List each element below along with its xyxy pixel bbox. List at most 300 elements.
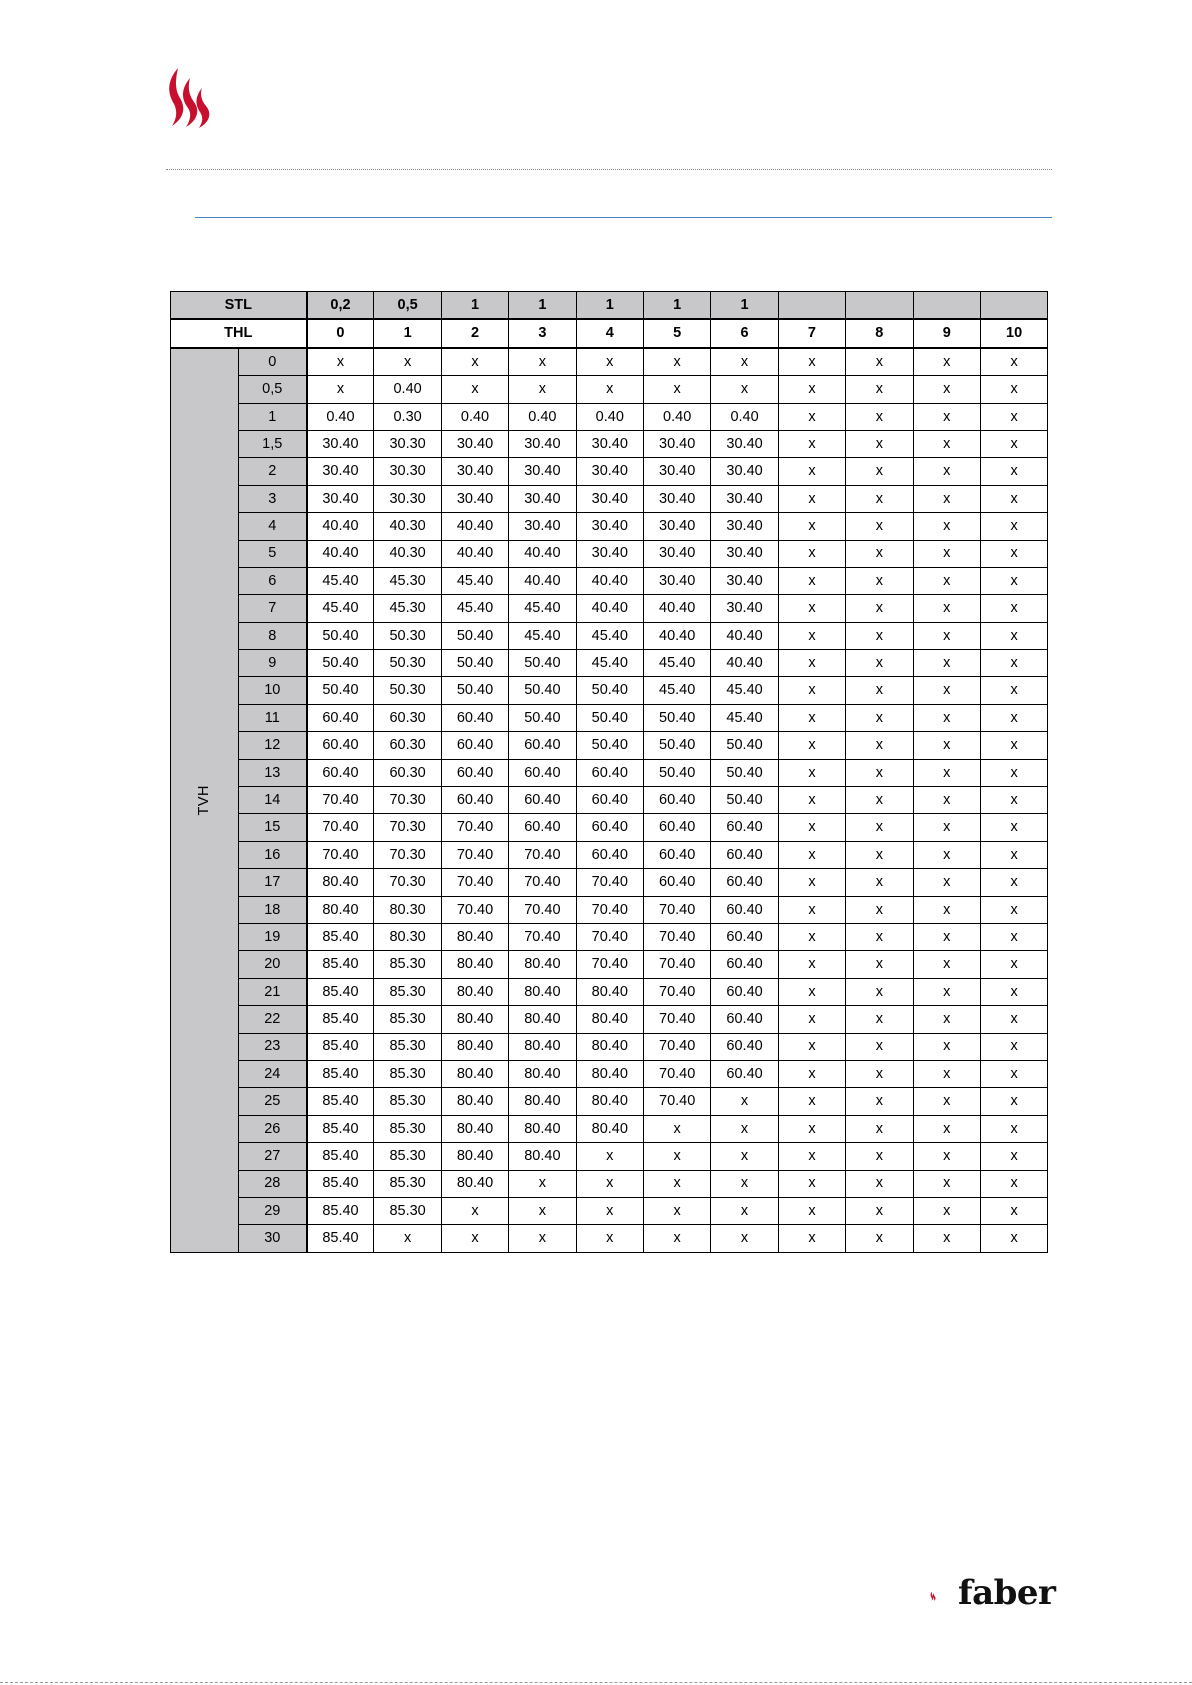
table-row: [171, 759, 1048, 786]
data-cell: 60.40: [711, 869, 778, 896]
row-label-cell: 18: [239, 896, 307, 923]
data-cell: 60.30: [374, 732, 441, 759]
data-cell: 50.40: [643, 704, 710, 731]
row-label-cell: 26: [239, 1115, 307, 1142]
data-cell: 80.40: [441, 1115, 508, 1142]
data-cell: 60.40: [711, 923, 778, 950]
table-row: [171, 787, 1048, 814]
data-cell: x: [778, 814, 845, 841]
data-cell: x: [778, 567, 845, 594]
data-cell: 0.40: [711, 403, 778, 430]
data-cell: x: [980, 759, 1047, 786]
data-cell: x: [441, 376, 508, 403]
data-cell: x: [778, 1033, 845, 1060]
data-cell: 70.40: [441, 896, 508, 923]
data-cell: 80.40: [441, 1170, 508, 1197]
data-cell: 80.40: [509, 1088, 576, 1115]
row-label-cell: 2: [239, 458, 307, 485]
data-cell: 60.40: [643, 787, 710, 814]
data-cell: x: [913, 622, 980, 649]
data-cell: x: [980, 622, 1047, 649]
data-cell: x: [846, 1060, 913, 1087]
data-cell: 50.40: [307, 622, 374, 649]
data-cell: x: [913, 978, 980, 1005]
data-cell: 45.40: [441, 567, 508, 594]
data-cell: x: [307, 348, 374, 376]
faber-wordmark: faber: [958, 1573, 1056, 1613]
data-cell: x: [778, 951, 845, 978]
data-cell: 70.40: [576, 951, 643, 978]
data-cell: 50.30: [374, 622, 441, 649]
data-cell: x: [980, 567, 1047, 594]
data-cell: 85.30: [374, 1170, 441, 1197]
data-cell: x: [980, 595, 1047, 622]
data-cell: 70.40: [441, 814, 508, 841]
data-cell: 70.40: [307, 814, 374, 841]
data-cell: 85.30: [374, 1143, 441, 1170]
table-row: [171, 458, 1048, 485]
table-row: [171, 704, 1048, 731]
row-label-cell: 7: [239, 595, 307, 622]
data-cell: 80.40: [441, 923, 508, 950]
row-label-cell: 22: [239, 1006, 307, 1033]
data-cell: 70.40: [643, 1033, 710, 1060]
table-row: [171, 430, 1048, 457]
table-row: [171, 841, 1048, 868]
data-cell: x: [846, 540, 913, 567]
data-cell: x: [846, 704, 913, 731]
data-cell: x: [778, 485, 845, 512]
stl-value-cell: [778, 292, 845, 320]
data-cell: x: [374, 348, 441, 376]
row-label-cell: 0,5: [239, 376, 307, 403]
data-cell: 30.40: [441, 485, 508, 512]
data-cell: x: [913, 1225, 980, 1252]
data-cell: 45.40: [576, 622, 643, 649]
data-cell: 50.40: [643, 732, 710, 759]
table-row: [171, 1033, 1048, 1060]
data-cell: 80.40: [509, 1006, 576, 1033]
data-cell: x: [711, 1143, 778, 1170]
data-cell: 60.40: [643, 869, 710, 896]
data-cell: 50.40: [509, 650, 576, 677]
table-row: [171, 978, 1048, 1005]
data-cell: 45.40: [307, 595, 374, 622]
data-cell: 50.40: [643, 759, 710, 786]
data-cell: 30.40: [643, 458, 710, 485]
flame-logo-icon: [164, 66, 214, 128]
data-cell: 80.40: [576, 978, 643, 1005]
thl-label: THL: [171, 319, 307, 347]
data-cell: 60.40: [711, 978, 778, 1005]
data-cell: 80.40: [509, 1060, 576, 1087]
data-cell: 70.40: [643, 923, 710, 950]
data-cell: 80.30: [374, 896, 441, 923]
data-cell: x: [980, 1197, 1047, 1224]
data-cell: 80.40: [441, 1088, 508, 1115]
data-cell: 70.40: [307, 787, 374, 814]
data-cell: 30.30: [374, 485, 441, 512]
data-cell: x: [913, 896, 980, 923]
data-cell: 0.40: [643, 403, 710, 430]
table-row: [171, 1225, 1048, 1252]
data-cell: x: [913, 1170, 980, 1197]
row-label-cell: 27: [239, 1143, 307, 1170]
data-cell: 30.30: [374, 458, 441, 485]
thl-value-cell: 8: [846, 319, 913, 347]
data-cell: x: [980, 1143, 1047, 1170]
data-cell: 85.30: [374, 1088, 441, 1115]
data-cell: x: [980, 869, 1047, 896]
data-cell: x: [913, 787, 980, 814]
data-cell: 60.40: [576, 814, 643, 841]
table-row: [171, 567, 1048, 594]
data-cell: x: [778, 923, 845, 950]
data-cell: 30.40: [643, 513, 710, 540]
data-cell: x: [980, 951, 1047, 978]
data-cell: 60.40: [711, 1060, 778, 1087]
data-cell: x: [441, 1197, 508, 1224]
data-cell: 50.40: [576, 677, 643, 704]
data-cell: x: [576, 376, 643, 403]
data-cell: x: [980, 1006, 1047, 1033]
data-cell: x: [711, 1088, 778, 1115]
data-cell: x: [980, 978, 1047, 1005]
data-cell: x: [913, 1006, 980, 1033]
data-cell: x: [374, 1225, 441, 1252]
data-cell: 60.40: [711, 1006, 778, 1033]
data-cell: 60.40: [307, 759, 374, 786]
data-cell: x: [846, 841, 913, 868]
data-cell: 30.40: [441, 458, 508, 485]
data-cell: x: [846, 650, 913, 677]
data-cell: 70.40: [643, 951, 710, 978]
data-cell: 70.40: [441, 841, 508, 868]
data-cell: x: [643, 1143, 710, 1170]
data-cell: x: [711, 1115, 778, 1142]
data-cell: x: [913, 403, 980, 430]
data-cell: x: [846, 430, 913, 457]
data-cell: x: [913, 704, 980, 731]
thl-value-cell: 9: [913, 319, 980, 347]
stl-header-row: [171, 292, 1048, 320]
data-cell: 60.40: [711, 1033, 778, 1060]
data-cell: x: [778, 759, 845, 786]
row-label-cell: 17: [239, 869, 307, 896]
data-cell: x: [711, 348, 778, 376]
data-cell: 80.40: [441, 1060, 508, 1087]
section-blue-rule: [195, 217, 1052, 218]
data-cell: 85.30: [374, 1006, 441, 1033]
data-cell: x: [980, 896, 1047, 923]
data-cell: x: [980, 1225, 1047, 1252]
data-cell: 45.40: [509, 595, 576, 622]
data-cell: 40.40: [509, 540, 576, 567]
data-cell: 40.40: [643, 622, 710, 649]
data-cell: 50.40: [711, 787, 778, 814]
data-cell: 70.30: [374, 841, 441, 868]
data-cell: x: [980, 1170, 1047, 1197]
data-cell: x: [778, 458, 845, 485]
data-cell: x: [711, 1170, 778, 1197]
data-cell: x: [980, 923, 1047, 950]
data-cell: 70.40: [509, 896, 576, 923]
data-cell: 45.40: [576, 650, 643, 677]
stl-value-cell: 1: [643, 292, 710, 320]
data-cell: 45.40: [711, 704, 778, 731]
row-label-cell: 6: [239, 567, 307, 594]
data-cell: 30.40: [509, 458, 576, 485]
data-cell: x: [980, 677, 1047, 704]
data-cell: 85.40: [307, 978, 374, 1005]
data-cell: 30.40: [576, 513, 643, 540]
data-cell: 50.40: [441, 677, 508, 704]
stl-value-cell: [980, 292, 1047, 320]
data-cell: 85.40: [307, 1143, 374, 1170]
data-cell: 70.40: [643, 1088, 710, 1115]
data-cell: 0.40: [509, 403, 576, 430]
row-label-cell: 25: [239, 1088, 307, 1115]
data-cell: x: [846, 1033, 913, 1060]
data-cell: 80.40: [576, 1033, 643, 1060]
data-cell: 60.40: [307, 732, 374, 759]
data-cell: 80.40: [307, 896, 374, 923]
data-cell: x: [778, 348, 845, 376]
data-cell: x: [913, 1088, 980, 1115]
data-cell: x: [711, 376, 778, 403]
data-cell: x: [846, 1170, 913, 1197]
data-cell: 80.40: [576, 1006, 643, 1033]
table-row: [171, 513, 1048, 540]
data-cell: x: [778, 896, 845, 923]
data-cell: 80.40: [441, 1006, 508, 1033]
row-label-cell: 5: [239, 540, 307, 567]
thl-value-cell: 10: [980, 319, 1047, 347]
data-cell: 40.30: [374, 540, 441, 567]
row-label-cell: 1,5: [239, 430, 307, 457]
data-cell: x: [980, 841, 1047, 868]
data-cell: x: [846, 951, 913, 978]
data-cell: 50.40: [509, 677, 576, 704]
data-cell: x: [643, 1225, 710, 1252]
data-cell: 30.40: [711, 458, 778, 485]
data-cell: 60.30: [374, 759, 441, 786]
data-cell: 30.40: [576, 430, 643, 457]
table-row: [171, 1006, 1048, 1033]
data-cell: x: [846, 759, 913, 786]
data-cell: x: [980, 540, 1047, 567]
data-cell: 30.40: [711, 485, 778, 512]
data-cell: 60.40: [509, 787, 576, 814]
data-cell: 60.40: [441, 704, 508, 731]
header-dotted-rule: [166, 169, 1052, 170]
data-cell: x: [846, 1115, 913, 1142]
data-cell: x: [913, 1033, 980, 1060]
data-cell: x: [643, 1115, 710, 1142]
table-row: [171, 540, 1048, 567]
data-cell: 30.40: [441, 430, 508, 457]
data-cell: 60.40: [711, 896, 778, 923]
thl-value-cell: 7: [778, 319, 845, 347]
data-cell: 40.40: [576, 567, 643, 594]
data-cell: 80.40: [576, 1088, 643, 1115]
data-cell: x: [980, 650, 1047, 677]
row-label-cell: 28: [239, 1170, 307, 1197]
data-cell: 80.40: [441, 978, 508, 1005]
data-cell: x: [778, 513, 845, 540]
data-cell: x: [913, 650, 980, 677]
footer-dashed-rule: [0, 1682, 1192, 1683]
data-cell: x: [846, 1225, 913, 1252]
data-cell: 60.40: [441, 787, 508, 814]
thl-header-row: [171, 319, 1048, 347]
data-cell: 80.40: [509, 1143, 576, 1170]
data-cell: 30.40: [711, 430, 778, 457]
data-cell: x: [980, 814, 1047, 841]
data-cell: x: [509, 376, 576, 403]
data-cell: 0.30: [374, 403, 441, 430]
data-cell: x: [846, 485, 913, 512]
data-cell: x: [846, 978, 913, 1005]
row-label-cell: 15: [239, 814, 307, 841]
data-cell: 85.40: [307, 1033, 374, 1060]
data-cell: 60.40: [441, 732, 508, 759]
data-cell: x: [980, 787, 1047, 814]
data-cell: x: [913, 595, 980, 622]
data-cell: 70.40: [509, 923, 576, 950]
data-cell: x: [643, 376, 710, 403]
data-cell: x: [913, 951, 980, 978]
data-cell: x: [778, 677, 845, 704]
data-cell: x: [846, 787, 913, 814]
data-cell: 0.40: [374, 376, 441, 403]
data-cell: 30.40: [643, 485, 710, 512]
data-cell: x: [913, 458, 980, 485]
data-cell: 70.40: [576, 923, 643, 950]
data-cell: 85.30: [374, 978, 441, 1005]
tvh-axis-cell: [171, 348, 239, 1252]
data-cell: 0.40: [307, 403, 374, 430]
data-cell: x: [307, 376, 374, 403]
data-cell: 85.30: [374, 1115, 441, 1142]
data-cell: 45.40: [643, 677, 710, 704]
stl-value-cell: 1: [711, 292, 778, 320]
data-cell: 70.40: [643, 896, 710, 923]
stl-value-cell: 1: [441, 292, 508, 320]
data-cell: x: [913, 677, 980, 704]
data-cell: x: [913, 485, 980, 512]
row-label-cell: 12: [239, 732, 307, 759]
data-cell: 70.40: [441, 869, 508, 896]
table-row: [171, 1143, 1048, 1170]
row-label-cell: 8: [239, 622, 307, 649]
data-cell: 70.40: [643, 1006, 710, 1033]
data-cell: x: [980, 1115, 1047, 1142]
data-cell: x: [778, 1170, 845, 1197]
data-cell: x: [778, 1115, 845, 1142]
table-row: [171, 814, 1048, 841]
data-cell: x: [846, 348, 913, 376]
data-cell: 40.40: [509, 567, 576, 594]
table-row: [171, 677, 1048, 704]
row-label-cell: 13: [239, 759, 307, 786]
row-label-cell: 3: [239, 485, 307, 512]
data-cell: x: [711, 1197, 778, 1224]
data-cell: x: [778, 650, 845, 677]
data-cell: x: [846, 896, 913, 923]
row-label-cell: 19: [239, 923, 307, 950]
data-cell: x: [643, 348, 710, 376]
spec-table: [170, 291, 1048, 1253]
data-cell: x: [509, 1225, 576, 1252]
table-row: [171, 1170, 1048, 1197]
data-cell: x: [913, 732, 980, 759]
data-cell: 30.40: [576, 485, 643, 512]
data-cell: 80.40: [576, 1060, 643, 1087]
data-cell: 70.40: [576, 869, 643, 896]
data-cell: x: [846, 1088, 913, 1115]
thl-value-cell: 4: [576, 319, 643, 347]
data-cell: 70.30: [374, 787, 441, 814]
data-cell: 45.40: [307, 567, 374, 594]
data-cell: 50.40: [576, 732, 643, 759]
data-cell: x: [846, 1006, 913, 1033]
data-cell: x: [778, 540, 845, 567]
data-cell: 85.40: [307, 951, 374, 978]
data-cell: 45.30: [374, 567, 441, 594]
data-cell: x: [778, 1197, 845, 1224]
data-cell: 45.40: [643, 650, 710, 677]
data-cell: 50.40: [711, 759, 778, 786]
data-cell: 40.40: [307, 513, 374, 540]
data-cell: x: [913, 567, 980, 594]
data-cell: 50.40: [307, 677, 374, 704]
data-cell: 60.40: [307, 704, 374, 731]
data-cell: 30.30: [374, 430, 441, 457]
table-row: [171, 485, 1048, 512]
table-row: [171, 1060, 1048, 1087]
table-row: [171, 951, 1048, 978]
stl-value-cell: [846, 292, 913, 320]
data-cell: x: [509, 1170, 576, 1197]
data-cell: 85.40: [307, 1006, 374, 1033]
data-cell: x: [711, 1225, 778, 1252]
data-cell: x: [643, 1197, 710, 1224]
data-cell: 50.40: [711, 732, 778, 759]
table-row: [171, 732, 1048, 759]
data-cell: 45.40: [711, 677, 778, 704]
data-cell: x: [846, 923, 913, 950]
data-cell: x: [509, 1197, 576, 1224]
data-cell: 70.40: [509, 841, 576, 868]
table-row: [171, 1115, 1048, 1142]
data-cell: x: [846, 376, 913, 403]
data-cell: x: [913, 923, 980, 950]
data-cell: 30.40: [307, 485, 374, 512]
data-cell: x: [778, 1006, 845, 1033]
data-cell: 60.40: [711, 841, 778, 868]
data-cell: x: [778, 430, 845, 457]
data-cell: 60.40: [509, 732, 576, 759]
data-cell: x: [913, 513, 980, 540]
data-cell: x: [913, 869, 980, 896]
data-cell: 80.40: [441, 1033, 508, 1060]
data-cell: x: [980, 485, 1047, 512]
data-cell: x: [778, 1088, 845, 1115]
data-cell: x: [778, 704, 845, 731]
data-cell: 40.30: [374, 513, 441, 540]
thl-value-cell: 5: [643, 319, 710, 347]
